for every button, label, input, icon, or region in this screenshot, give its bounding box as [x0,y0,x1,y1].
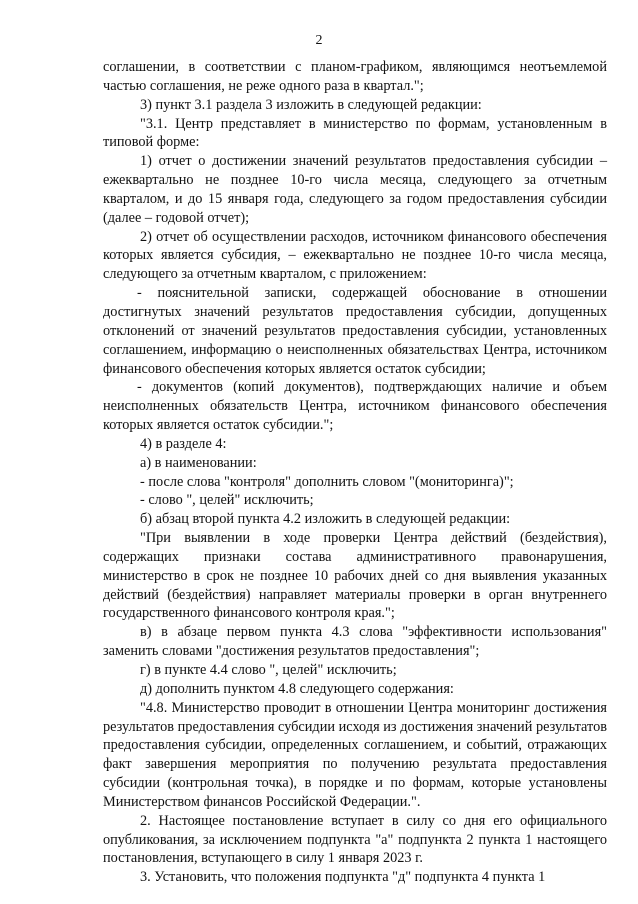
paragraph-agreement-tail: соглашении, в соответствии с планом-графиком, являющимся неотъемлемой частью соглашения, не реже одного раза в квартал."; [103,59,607,94]
paragraph-subitem-g: г) в пункте 4.4 слово ", целей" исключить; [140,662,397,678]
page-number: 2 [315,33,323,48]
paragraph-inspection: "При выявлении в ходе проверки Центра действий (бездействия), содержащих признаки состава административного правонарушения, министерство в срок не позднее 10 рабочих дней со дня выявления указанных действий (бездействия) направляет материалы проверки в орган внутреннего государственного финансового контроля края."; [103,530,607,622]
paragraph-explanatory-note: - пояснительной записки, содержащей обоснование в отношении достигнутых значений результатов предоставления субсидии, допущенных отклонений от значений результатов предоставления субсидии, установленных соглашением, информацию о неисполненных обязательствах Центра, источником финансового обеспечения которых является остаток субсидии; [103,285,607,377]
paragraph-item-3: 3) пункт 3.1 раздела 3 изложить в следующей редакции: [140,96,482,113]
paragraph-report-2: 2) отчет об осуществлении расходов, источником финансового обеспечения которых является субсидия, – ежеквартально не позднее 10-го числа месяца, следующего за отчетным кварталом, с приложением: [103,228,607,283]
paragraph-clause-4-8: "4.8. Министерство проводит в отношении Центра мониторинг достижения результатов предоставления субсидии исходя из достижения значений результатов предоставления субсидии, определенных соглашением, и событий, отражающих факт завершения мероприятия по получению результата предоставления субсидии (контрольная точка), в порядке и по формам, которые установлены Министерством финансов Российской Федерации.". [103,699,607,810]
paragraph-dash-goals: - слово ", целей" исключить; [140,492,314,509]
paragraph-item-4: 4) в разделе 4: [140,435,227,452]
document-body [103,58,607,887]
paragraph-item-3-establish: 3. Установить, что положения подпункта "д" подпункта 4 пункта 1 [140,869,546,886]
paragraph-report-1: 1) отчет о достижении значений результатов предоставления субсидии – ежеквартально не позднее 10-го числа месяца, следующего за отчетным кварталом, и до 15 января года, следующего за годом предоставления субсидии (далее – годовой отчет); [103,153,607,226]
paragraph-subitem-d: д) дополнить пунктом 4.8 следующего содержания: [140,680,454,697]
paragraph-documents: - документов (копий документов), подтверждающих наличие и объем неисполненных обязательств Центра, источником финансового обеспечения которых является остаток субсидии."; [103,379,607,434]
paragraph-subitem-a: а) в наименовании: [140,454,257,471]
paragraph-subitem-v: в) в абзаце первом пункта 4.3 слова "эффективности использования" заменить словами "достижения результатов предоставления"; [103,624,607,660]
paragraph-subitem-b: б) абзац второй пункта 4.2 изложить в следующей редакции: [140,511,511,528]
paragraph-clause-3-1: "3.1. Центр представляет в министерство по формам, установленным в типовой форме: [103,115,607,151]
paragraph-effective-date: 2. Настоящее постановление вступает в силу со дня его официального опубликования, за исключением подпункта "а" подпункта 2 пункта 1 настоящего постановления, вступающего в силу 1 января 2023 г. [103,812,607,867]
paragraph-dash-monitoring: - после слова "контроля" дополнить словом "(мониторинга)"; [140,473,514,490]
